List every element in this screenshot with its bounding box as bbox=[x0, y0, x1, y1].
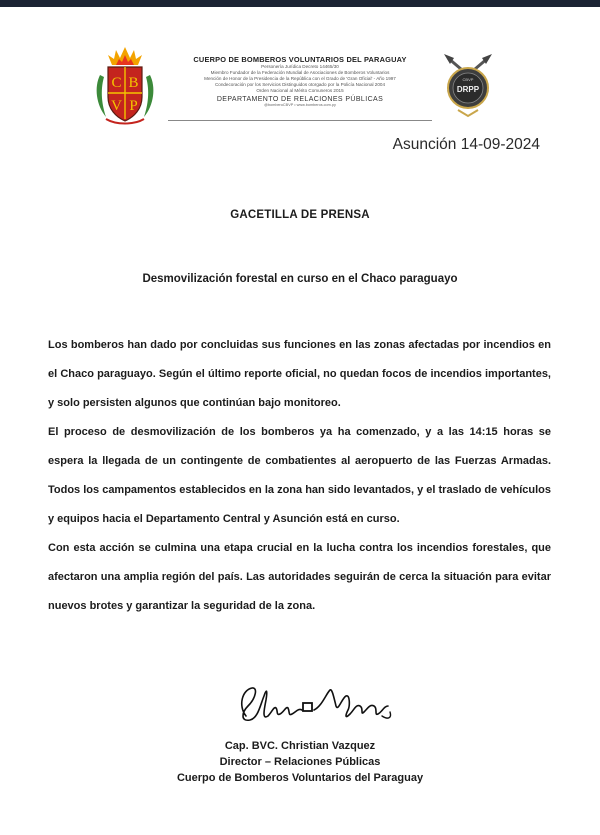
body-paragraph: Los bomberos han dado por concluidas sus funciones en las zonas afectadas por incendios en el Chaco paraguayo. Según el último reporte oficial, no quedan focos de incendios importantes, y solo persisten algunos que continúan bajo monitoreo. bbox=[48, 339, 551, 409]
legal-line: Personería Jurídica Decreto 14465/30 bbox=[261, 64, 339, 69]
cbvp-shield-logo bbox=[92, 47, 158, 125]
press-release-body bbox=[48, 331, 551, 621]
document-date: Asunción 14-09-2024 bbox=[392, 136, 540, 153]
legal-line: Condecoración por los Servicios Distinguidos otorgado por la Policía Nacional 2004 bbox=[214, 82, 386, 87]
badge-small-text: CBVP bbox=[462, 77, 474, 82]
legal-line: Mención de Honor de la Presidencia de la República con el Grado de 'Gran Oficial' - Año 1997 bbox=[204, 76, 396, 81]
letterhead bbox=[0, 7, 600, 127]
signer-organization: Cuerpo de Bomberos Voluntarios del Paraguay bbox=[176, 772, 424, 784]
top-bar bbox=[0, 0, 600, 7]
legal-line: Orden Nacional al Mérito Comuneros 2015 bbox=[256, 88, 344, 93]
letterhead-divider bbox=[168, 120, 432, 121]
letterhead-text bbox=[165, 55, 435, 107]
handwritten-signature bbox=[232, 676, 412, 734]
signer-position: Director – Relaciones Públicas bbox=[219, 756, 381, 768]
legal-line: Miembro Fundador de la Federación Mundial de Asociaciones de Bomberos Voluntarios bbox=[210, 70, 390, 75]
shield-letter-v: V bbox=[111, 98, 122, 114]
signer-name: Cap. BVC. Christian Vazquez bbox=[224, 740, 376, 752]
shield-letter-p: P bbox=[129, 98, 138, 114]
organization-name: CUERPO DE BOMBEROS VOLUNTARIOS DEL PARAGUAY bbox=[193, 55, 407, 64]
shield-letter-b: B bbox=[128, 75, 139, 91]
signature-block bbox=[0, 738, 600, 786]
body-paragraph: Con esta acción se culmina una etapa crucial en la lucha contra los incendios forestales, que afectaron una amplia región del país. Las autoridades seguirán de cerca la situación para evitar nuevos brotes y garantizar la seguridad de la zona. bbox=[48, 542, 551, 612]
badge-text: DRPP bbox=[456, 85, 480, 94]
body-paragraph: El proceso de desmovilización de los bomberos ya ha comenzado, y a las 14:15 horas se espera la llegada de un contingente de combatientes al aeropuerto de las Fuerzas Armadas. Todos los campamentos establecidos en la zona han sido levantados, y el traslado de vehículos y equipos hacia el Departamento Central y Asunción está en curso. bbox=[48, 426, 551, 525]
drpp-badge-logo bbox=[438, 52, 498, 118]
department-name: DEPARTAMENTO DE RELACIONES PÚBLICAS bbox=[216, 96, 384, 103]
document-subject: Desmovilización forestal en curso en el Chaco paraguayo bbox=[142, 273, 458, 285]
shield-letter-c: C bbox=[111, 75, 122, 91]
document-title: GACETILLA DE PRENSA bbox=[230, 209, 370, 221]
contact-line: @bomberoCBVP • www.bomberos.com.py bbox=[264, 103, 336, 107]
